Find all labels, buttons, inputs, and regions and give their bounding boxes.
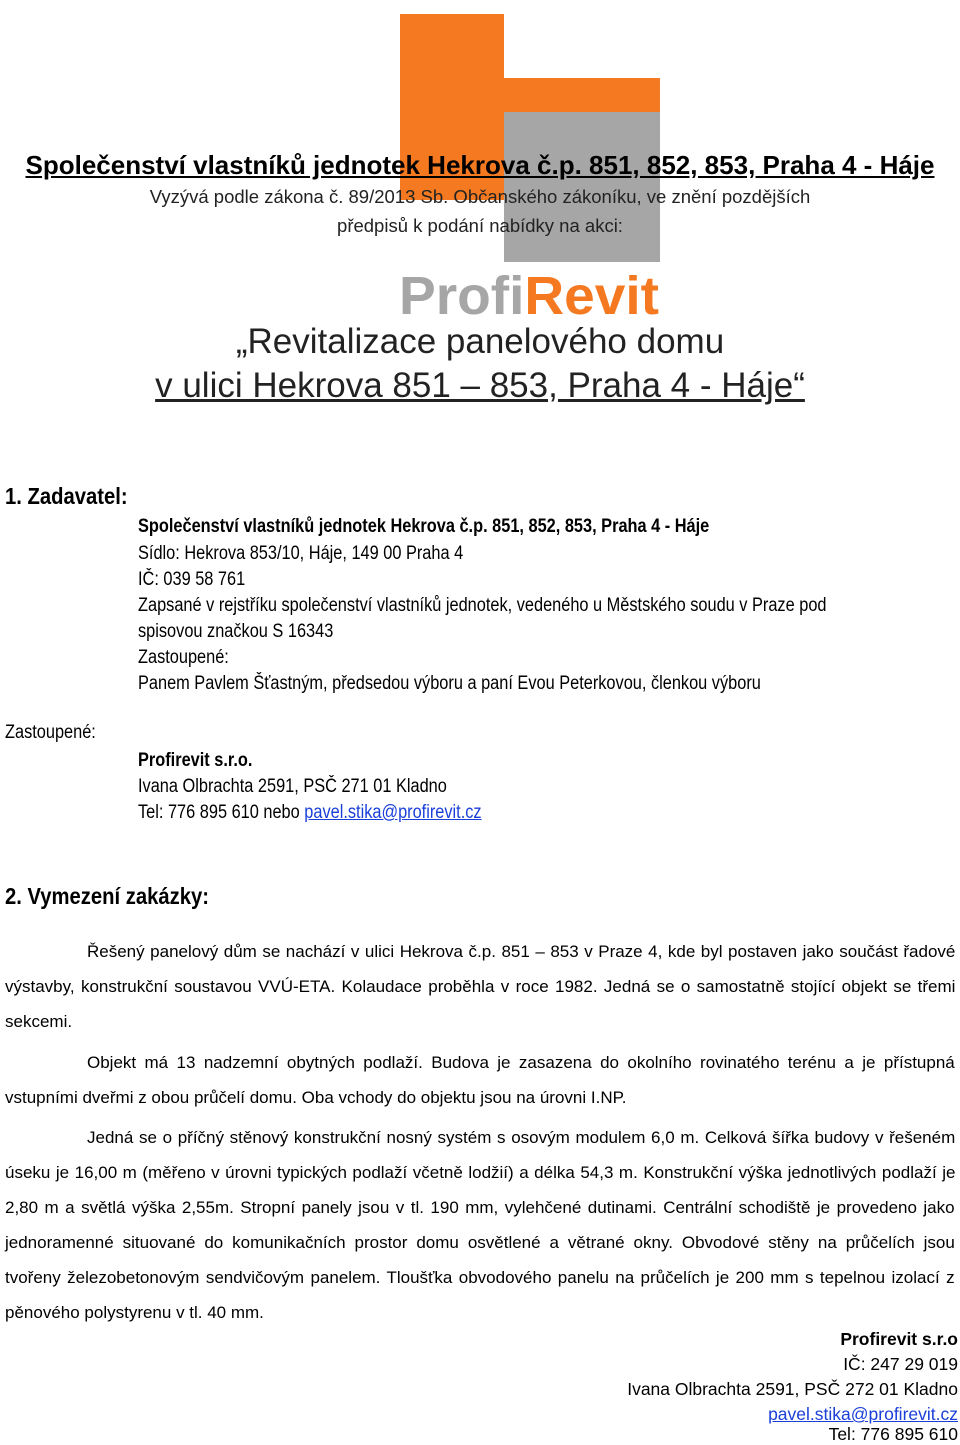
paragraph-1-line: sekcemi.: [5, 1012, 73, 1031]
client-registry-line-2: spisovou značkou S 16343: [138, 621, 334, 642]
footer-address: Ivana Olbrachta 2591, PSČ 272 01 Kladno: [627, 1379, 958, 1399]
footer-tel: Tel: 776 895 610: [828, 1424, 958, 1444]
paragraph-3-line: 2,80 m a světlá výška 2,55m. Stropní panely jsou v tl. 190 mm, vylehčené dutinami. Centrální schodiště je provedeno jako: [5, 1198, 955, 1217]
client-name: Společenství vlastníků jednotek Hekrova č.p. 851, 852, 853, Praha 4 - Háje: [138, 516, 710, 537]
project-title-line-2-text: v ulici Hekrova 851 – 853, Praha 4 - Háje“: [155, 366, 805, 405]
brand-part-revit: Revit: [524, 268, 657, 318]
subtitle-line-2-text: předpisů k podání nabídky na akci:: [337, 215, 623, 236]
project-title-line-1: [0, 322, 960, 362]
agent-tel: Tel: 776 895 610 nebo: [138, 802, 305, 823]
project-title-line-1-text: „Revitalizace panelového domu: [235, 322, 725, 361]
paragraph-3-line: jednoramenné situované do komunikačních prostor domu osvětlené a větrané okny. Obvodové stěny na průčelích jsou: [5, 1233, 955, 1252]
client-seat: Sídlo: Hekrova 853/10, Háje, 149 00 Praha 4: [138, 543, 464, 564]
paragraph-3-line: úseku je 16,00 m (měřeno v úrovni typických podlaží včetně lodžií) a délka 54,3 m. Konstrukční výška jednotlivých podlaží je: [5, 1163, 956, 1182]
client-registry-line-1: Zapsané v rejstříku společenství vlastníků jednotek, vedeného u Městského soudu v Praze pod: [138, 595, 827, 616]
page-title: [0, 150, 960, 181]
agent-label: Zastoupené:: [5, 722, 96, 743]
footer-email-link[interactable]: pavel.stika@profirevit.cz: [768, 1404, 958, 1424]
agent-address: Ivana Olbrachta 2591, PSČ 271 01 Kladno: [138, 776, 447, 797]
brand-logo: [397, 268, 661, 318]
agent-email-link[interactable]: pavel.stika@profirevit.cz: [304, 802, 482, 823]
paragraph-3-line: pěnového polystyrenu v tl. 40 mm.: [5, 1303, 264, 1322]
section-2-heading: 2. Vymezení zakázky:: [5, 883, 210, 909]
agent-company: Profirevit s.r.o.: [138, 750, 253, 771]
section-1-heading: 1. Zadavatel:: [5, 483, 128, 509]
footer-email-wrap: [768, 1404, 958, 1425]
client-represented-label: Zastoupené:: [138, 647, 229, 668]
paragraph-2-line: vstupními dveřmi z obou průčelí domu. Oba vchody do objektu jsou na úrovni I.NP.: [5, 1088, 627, 1107]
paragraph-3-line: tvořeny železobetonovým sendvičovým panelem. Tloušťka obvodového panelu na průčelích je 200 mm s tepelnou izolací z: [5, 1268, 955, 1287]
footer-ico: IČ: 247 29 019: [843, 1354, 958, 1374]
svg-text:ProfiRevit: [399, 268, 659, 318]
paragraph-3-line: Jedná se o příčný stěnový konstrukční nosný systém s osovým modulem 6,0 m. Celková šířka budovy v řešeném: [87, 1128, 956, 1147]
paragraph-1-line: výstavby, konstrukční soustavou VVÚ-ETA. Kolaudace proběhla v roce 1982. Jedná se o samostatně stojící objekt se třemi: [5, 977, 956, 996]
client-ico: IČ: 039 58 761: [138, 569, 246, 590]
paragraph-3: [5, 1120, 955, 1330]
footer-company: Profirevit s.r.o: [840, 1329, 958, 1349]
page-title-text: Společenství vlastníků jednotek Hekrova č.p. 851, 852, 853, Praha 4 - Háje: [25, 150, 935, 180]
paragraph-1-line: Řešený panelový dům se nachází v ulici Hekrova č.p. 851 – 853 v Praze 4, kde byl postaven jako součást řadové: [87, 942, 956, 961]
paragraph-2: [5, 1045, 955, 1115]
subtitle-line-1-text: Vyzývá podle zákona č. 89/2013 Sb. Občanského zákoníku, ve znění pozdějších: [149, 186, 811, 207]
paragraph-1: [5, 934, 955, 1039]
project-title-line-2: [0, 366, 960, 406]
paragraph-2-line: Objekt má 13 nadzemní obytných podlaží. Budova je zasazena do okolního rovinatého terénu a je přístupná: [87, 1053, 955, 1072]
logo-orange-bar: [400, 78, 660, 112]
subtitle-line-2: [0, 215, 960, 237]
brand-part-profi: Profi: [399, 268, 523, 318]
subtitle-line-1: [0, 186, 960, 208]
client-represented-by: Panem Pavlem Šťastným, předsedou výboru a paní Evou Peterkovou, členkou výboru: [138, 673, 761, 694]
agent-contact: [138, 802, 482, 824]
